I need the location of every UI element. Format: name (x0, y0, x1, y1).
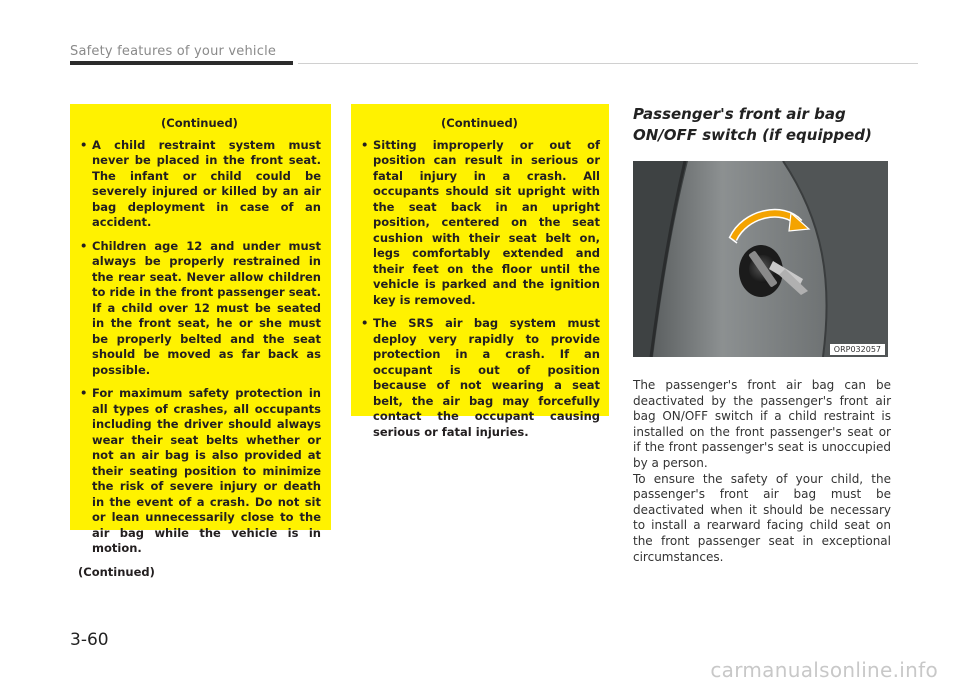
warning-text: Sitting improperly or out of position can result in serious or fatal injury in a crash. All occupants should sit upright with the seat back in an upright position, centered on the seat cushion with their seat belt on, legs comfortably extended and their feet on the floor until the vehicle is parked and the ignition key is removed. (373, 137, 600, 307)
warning-text: A child restraint system must never be placed in the front seat. The infant or child could be severely injured or killed by an air bag deployment in case of an accident. (92, 137, 321, 229)
figure-code-label: ORP032057 (830, 344, 885, 355)
body-paragraph: To ensure the safety of your child, the passenger's front air bag must be deactivated when it should be necessary to install a rearward facing child seat on the front passenger seat in exceptional circumstances. (633, 471, 891, 564)
airbag-switch-illustration (633, 161, 888, 357)
body-paragraph: The passenger's front air bag can be deactivated by the passenger's front air bag ON/OFF switch if a child restraint is installed on the front passenger's seat or if the front passenger's seat is unoccupied by a person. (633, 378, 891, 470)
page-number: 3-60 (70, 630, 109, 650)
header-accent-bar (70, 61, 293, 65)
bullet-icon: • (80, 137, 88, 152)
bullet-icon: • (80, 238, 88, 253)
list-item (78, 239, 321, 379)
header-section-title: Safety features of your vehicle (70, 44, 277, 59)
bullet-icon: • (361, 137, 369, 152)
header-divider (298, 63, 918, 64)
middle-warning-box (351, 104, 609, 439)
warning-text: Children age 12 and under must always be properly restrained in the rear seat. Never allow children to ride in the front passenger seat. If a child over 12 must be seated in the front seat, he or she must be properly belted and the seat should be moved as far back as possible. (92, 238, 321, 377)
left-warning-list (78, 138, 321, 557)
left-warning-box (70, 104, 331, 579)
bullet-icon: • (80, 386, 88, 400)
list-item (359, 316, 600, 440)
bullet-icon: • (361, 316, 369, 330)
airbag-switch-figure (633, 161, 888, 357)
section-body (633, 378, 891, 565)
list-item (359, 138, 600, 309)
watermark: carmanualsonline.info (710, 658, 938, 682)
warning-text: For maximum safety protection in all types of crashes, all occupants including the driver should always wear their seat belts whether or not an air bag is also provided at their seating position to minimize the risk of severe injury or death in the event of a crash. Do not sit or lean unnecessarily close to the air bag while the vehicle is in motion. (92, 386, 321, 555)
list-item (78, 386, 321, 557)
warning-text: The SRS air bag system must deploy very rapidly to provide protection in a crash. If an occupant is out of position because of not wearing a seat belt, the air bag may forcefully contact the occupant causing serious or fatal injuries. (373, 316, 600, 439)
list-item (78, 138, 321, 231)
section-heading: Passenger's front air bag ON/OFF switch (if equipped) (633, 105, 872, 144)
continued-label-top: (Continued) (441, 116, 518, 130)
continued-label-bottom: (Continued) (78, 564, 155, 579)
continued-label-top: (Continued) (161, 116, 238, 130)
middle-warning-list (359, 138, 600, 441)
